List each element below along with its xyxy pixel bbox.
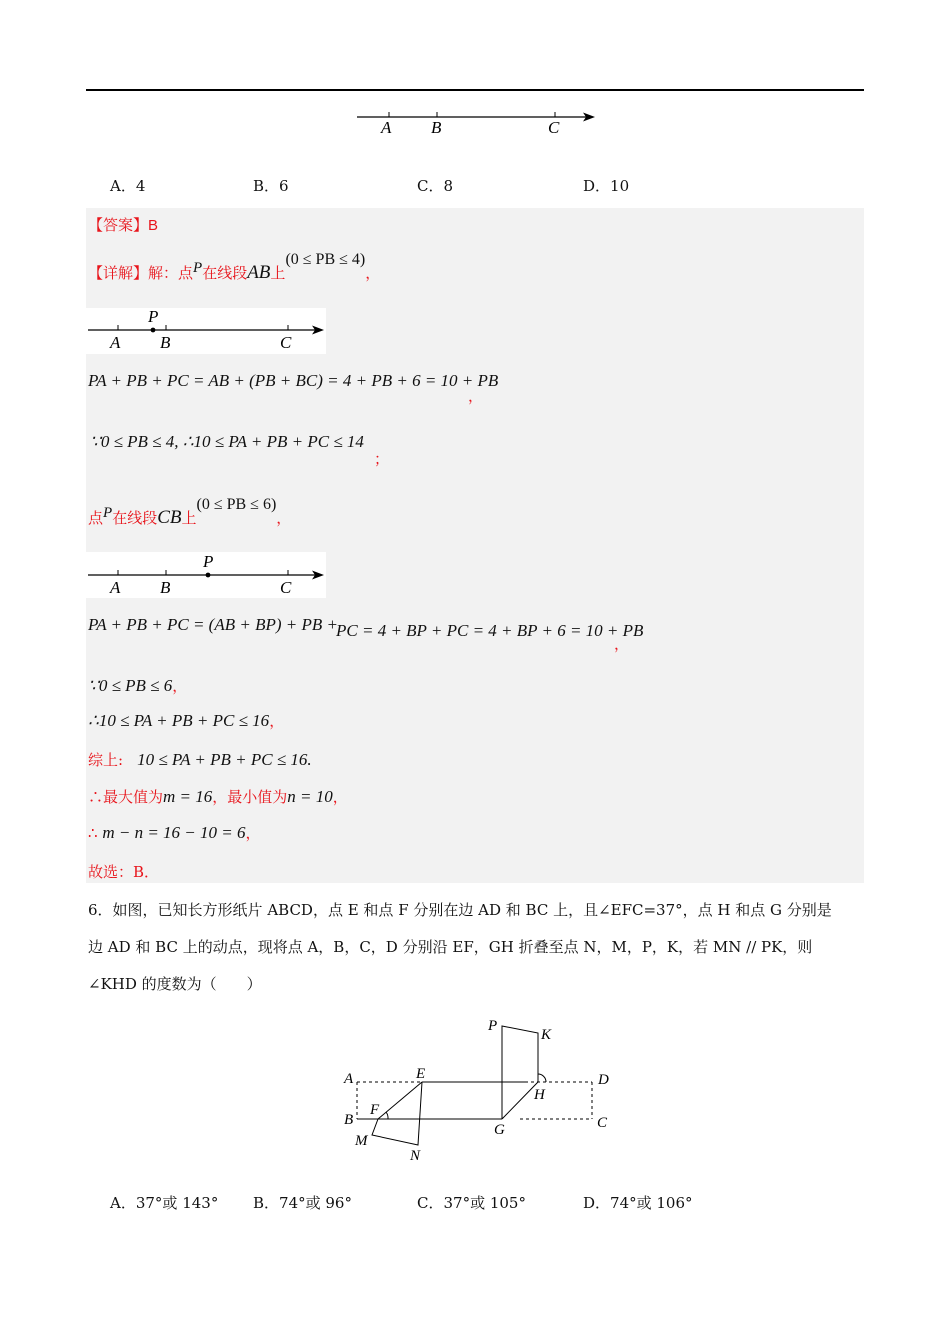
label-a: A [381,118,392,137]
label-p: P [148,308,159,326]
equation-2-tail: ， [614,635,630,653]
case1-number-line [86,308,326,354]
case2-line: 点P在线段CB上(0 ≤ PB ≤ 6)， [88,496,292,528]
label-n: N [410,1148,421,1164]
difference-line: ∴ m − n = 16 − 10 = 6， [88,823,261,842]
label-a: A [344,1071,354,1087]
label-c: C [548,118,560,137]
label-p: P [203,552,214,571]
equation-1-tail: ， [468,387,484,405]
point-p [206,573,211,578]
q6-line-1: 6．如图，已知长方形纸片 ABCD，点 E 和点 F 分别在边 AD 和 BC 上，且∠EFC=37°，点 H 和点 G 分别是 [88,901,832,919]
label-c: C [280,578,292,597]
case1-figure-box [86,308,326,354]
header-rule [86,89,864,91]
label-d: D [598,1072,609,1088]
label-m: M [355,1133,368,1149]
answer-line: 【答案】B [88,216,159,234]
equation-2b: PC = 4 + BP + PC = 4 + BP + 6 = 10 + PB [336,621,644,640]
q5-option-c: C．8 [417,177,454,195]
summary-line: 综上: 10 ≤ PA + PB + PC ≤ 16. [88,750,312,769]
q6-line-2: 边 AD 和 BC 上的动点，现将点 A，B，C，D 分别沿 EF，GH 折叠至点 N，M，P，K，若 MN // PK，则 [88,938,813,956]
label-c: C [280,333,292,352]
q6-option-c: C．37°或 105° [417,1194,526,1212]
label-b: B [431,118,442,137]
q5-option-d: D．10 [583,177,630,195]
label-b: B [160,333,171,352]
label-k: K [541,1027,552,1043]
q6-option-d: D．74°或 106° [583,1194,693,1212]
q5-option-a: A．4 [110,177,146,195]
label-g: G [494,1122,505,1138]
choose-line: 故选：B． [88,863,160,881]
point-p [151,328,156,333]
case2-number-line [86,552,326,598]
label-a: A [110,578,121,597]
since-2: ∵0 ≤ PB ≤ 6， [88,676,188,695]
q6-option-b: B．74°或 96° [253,1194,352,1212]
q6-line-3: ∠KHD 的度数为（ ） [88,975,262,993]
label-f: F [370,1102,380,1118]
q6-option-a: A．37°或 143° [110,1194,219,1212]
q5-option-b: B．6 [253,177,289,195]
label-e: E [416,1066,426,1082]
label-c: C [597,1115,608,1131]
label-b: B [344,1112,354,1128]
therefore-2: ∴10 ≤ PA + PB + PC ≤ 16， [88,711,285,730]
case2-figure-box [86,552,326,598]
since-1-tail: ； [374,450,390,468]
label-h: H [534,1087,545,1103]
number-line-figure [355,104,600,138]
max-min-line: ∴最大值为m = 16，最小值为n = 10， [88,787,348,806]
label-a: A [110,333,121,352]
equation-2a: PA + PB + PC = (AB + BP) + PB + [88,615,338,634]
since-1: ∵0 ≤ PB ≤ 4, ∴10 ≤ PA + PB + PC ≤ 14 [90,432,364,451]
label-b: B [160,578,171,597]
equation-1: PA + PB + PC = AB + (PB + BC) = 4 + PB + 6 = 10 + PB [88,371,499,390]
case1-line: 【详解】解：点P在线段AB上(0 ≤ PB ≤ 4)， [88,251,381,283]
label-p: P [488,1018,498,1034]
q6-folding-figure [330,1008,630,1168]
